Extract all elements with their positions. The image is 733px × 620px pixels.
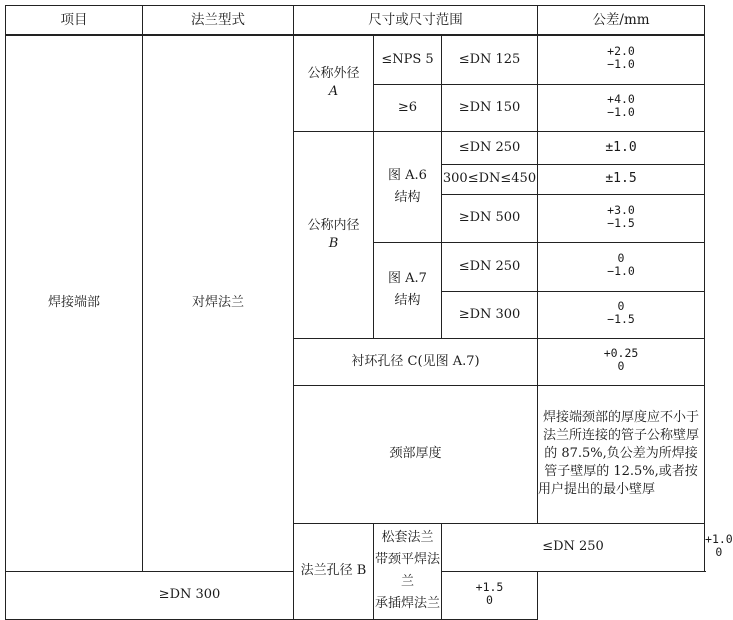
table-header-row [6,6,705,36]
flange-type-list: 松套法兰 带颈平焊法兰 承插焊法兰 [374,523,442,619]
header-tolerance: 公差/mm [538,6,705,36]
tolerance-table [5,5,733,620]
flange-type-butt-weld: 对焊法兰 [143,35,294,571]
table-row [6,35,705,84]
tolerance-cell: 0 −1.5 [538,291,705,338]
inner-diameter-label: 公称内径 B [294,131,374,338]
item-flange-bore: 法兰孔径 B [294,523,374,619]
dn-condition: ≥DN 300 [442,291,538,338]
neck-thickness-label: 颈部厚度 [294,385,538,523]
dn-condition: 300≤DN≤450 [442,164,538,194]
tolerance-cell: +2.0 −1.0 [538,35,705,84]
liner-bore-label: 衬环孔径 C(见图 A.7) [294,338,538,385]
dn-condition: ≥DN 300 [6,571,374,619]
table-row: 法兰孔径 B 松套法兰 带颈平焊法兰 承插焊法兰 ≤DN 250 +1.0 0 [6,523,705,571]
tolerance-cell: 0 −1.0 [538,242,705,291]
dn-condition: ≥DN 500 [442,194,538,242]
tolerance-cell: +4.0 −1.0 [538,84,705,131]
dn-condition: ≤DN 250 [442,523,705,571]
dn-condition: ≥DN 150 [442,84,538,131]
structure-fig-a7: 图 A.7 结构 [374,242,442,338]
tolerance-cell: +0.25 0 [538,338,705,385]
header-item: 项目 [6,6,143,36]
dn-condition: ≤DN 250 [442,242,538,291]
nps-condition: ≥6 [374,84,442,131]
nps-condition: ≤NPS 5 [374,35,442,84]
header-size: 尺寸或尺寸范围 [294,6,538,36]
dn-condition: ≤DN 250 [442,131,538,164]
tolerance-cell: ±1.0 [538,131,705,164]
dn-condition: ≤DN 125 [442,35,538,84]
tolerance-cell: ±1.5 [538,164,705,194]
tolerance-cell: +3.0 −1.5 [538,194,705,242]
tolerance-cell: +1.5 0 [442,571,538,619]
structure-fig-a6: 图 A.6 结构 [374,131,442,242]
neck-thickness-note: 焊接端颈部的厚度应不小于法兰所连接的管子公称壁厚的 87.5%,负公差为所焊接管子壁厚的 12.5%,或者按用户提出的最小壁厚 [538,385,705,523]
item-weld-end: 焊接端部 [6,35,143,571]
header-flange-type: 法兰型式 [143,6,294,36]
outer-diameter-label: 公称外径 A [294,35,374,131]
